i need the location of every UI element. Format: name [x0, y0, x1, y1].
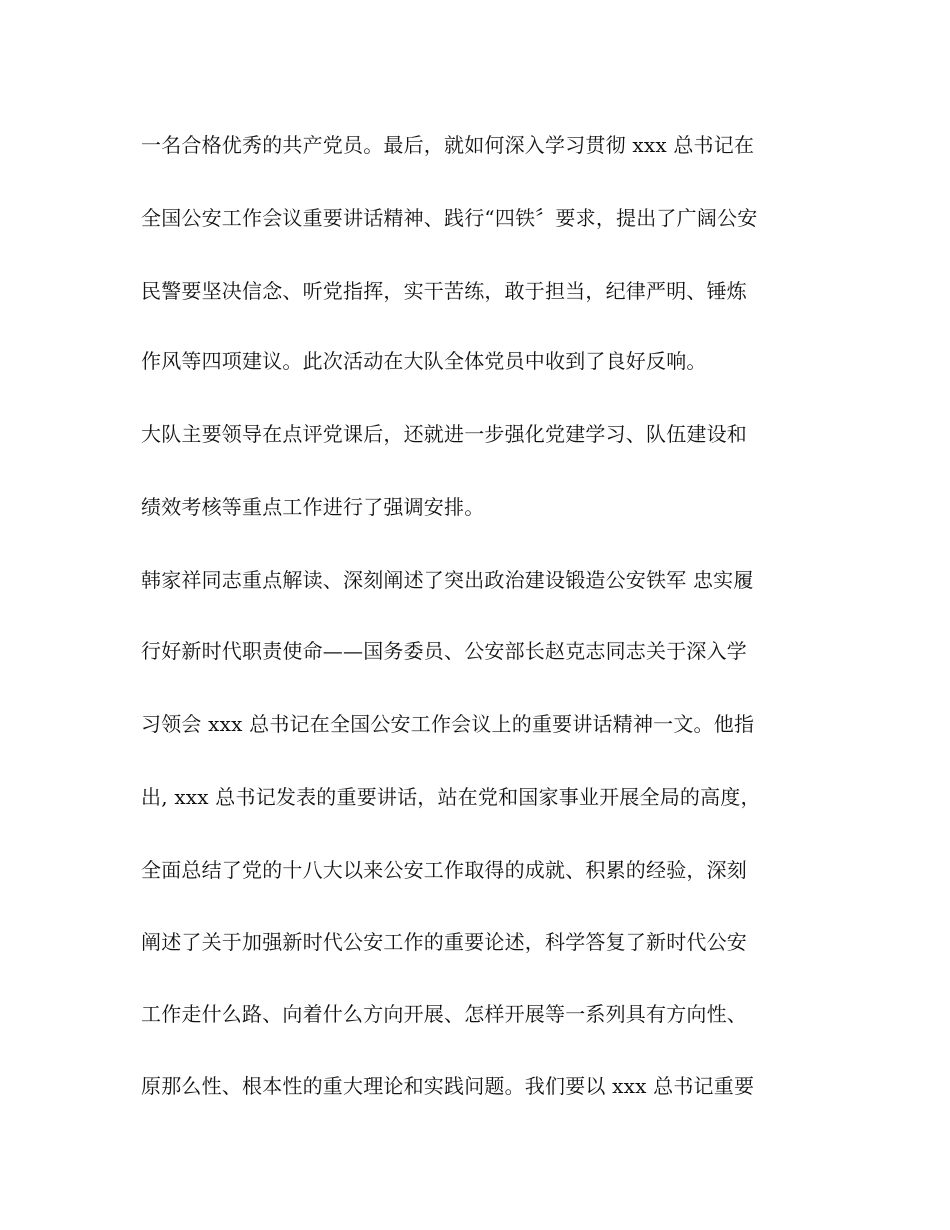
text-line-3: 民警要坚决信念、听党指挥，实干苦练，敢于担当，纪律严明、锤炼 [141, 279, 747, 303]
text-line-4: 作风等四项建议。此次活动在大队全体党员中收到了良好反响。 [141, 349, 707, 373]
text-line-2: 全国公安工作会议重要讲话精神、践行“四铁〞要求，提出了广阔公安 [141, 206, 758, 230]
text-line-9: 习领会 xxx 总书记在全国公安工作会议上的重要讲话精神一文。他指 [141, 712, 755, 736]
text-line-1: 一名合格优秀的共产党员。最后，就如何深入学习贯彻 xxx 总书记在 [141, 133, 755, 157]
text-line-6: 绩效考核等重点工作进行了强调安排。 [141, 495, 485, 519]
text-line-14: 原那么性、根本性的重大理论和实践问题。我们要以 xxx 总书记重要 [141, 1074, 755, 1098]
text-line-10: 出, xxx 总书记发表的重要讲话，站在党和国家事业开展全局的高度， [141, 785, 761, 809]
text-line-8: 行好新时代职责使命——国务委员、公安部长赵克志同志关于深入学 [141, 639, 747, 663]
text-line-5: 大队主要领导在点评党课后，还就进一步强化党建学习、队伍建设和 [141, 422, 747, 446]
text-line-7: 韩家祥同志重点解读、深刻阐述了突出政治建设锻造公安铁军 忠实履 [141, 568, 754, 592]
text-line-13: 工作走什么路、向着什么方向开展、怎样开展等一系列具有方向性、 [141, 1002, 747, 1026]
text-line-11: 全面总结了党的十八大以来公安工作取得的成就、积累的经验，深刻 [141, 858, 747, 882]
text-line-12: 阐述了关于加强新时代公安工作的重要论述，科学答复了新时代公安 [141, 930, 747, 954]
